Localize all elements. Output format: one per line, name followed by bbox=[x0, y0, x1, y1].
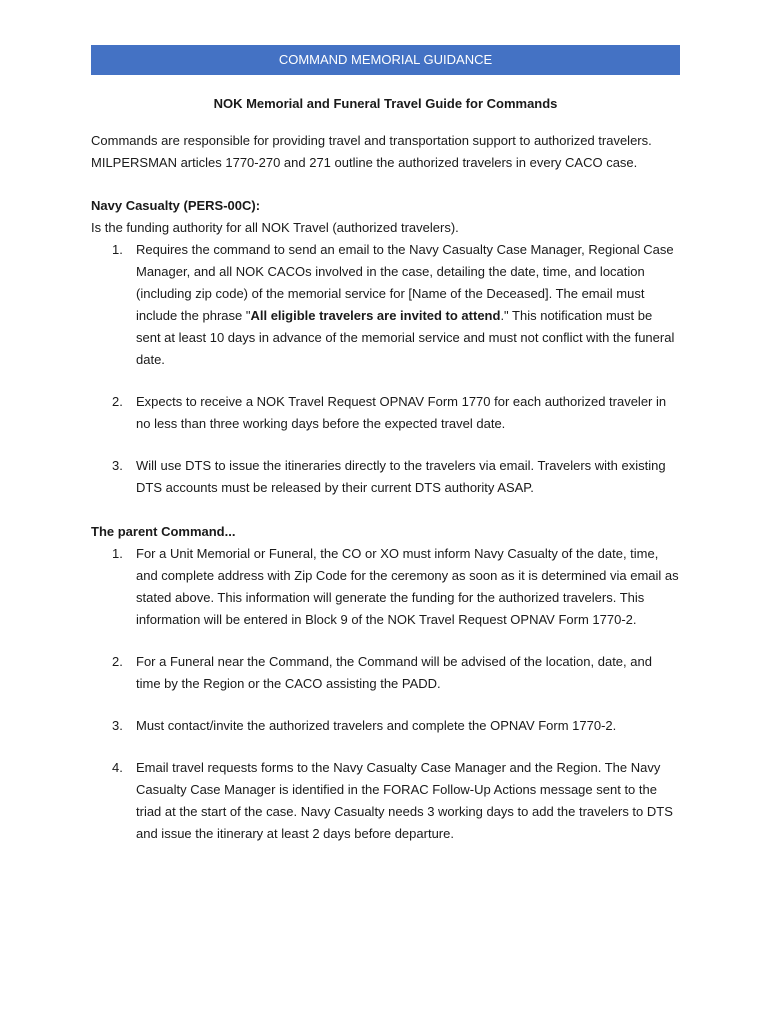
document-title: NOK Memorial and Funeral Travel Guide for Commands bbox=[213, 96, 558, 111]
list-text: For a Funeral near the Command, the Command will be advised of the location, date, and time by the Region or the CACO assisting the PADD. bbox=[136, 654, 652, 691]
navy-casualty-list bbox=[91, 239, 680, 499]
navy-casualty-subheading: Is the funding authority for all NOK Travel (authorized travelers). bbox=[91, 220, 459, 235]
list-item bbox=[91, 455, 680, 499]
list-number: 4. bbox=[112, 760, 123, 775]
list-number: 2. bbox=[112, 654, 123, 669]
list-text: Must contact/invite the authorized travelers and complete the OPNAV Form 1770-2. bbox=[136, 718, 617, 733]
list-text: Expects to receive a NOK Travel Request OPNAV Form 1770 for each authorized traveler in no less than three working days before the expected travel date. bbox=[136, 394, 667, 431]
header-banner: COMMAND MEMORIAL GUIDANCE bbox=[91, 45, 680, 75]
list-text: ." This notification must be sent at least 10 days in advance of the memorial service and must not conflict with the funeral date. bbox=[136, 308, 675, 367]
document-page bbox=[91, 45, 680, 845]
list-text: Will use DTS to issue the itineraries directly to the travelers via email. Travelers with existing DTS accounts must be released by their current DTS authority ASAP. bbox=[136, 458, 666, 495]
list-item bbox=[91, 391, 680, 435]
list-number: 3. bbox=[112, 718, 123, 733]
list-text: Requires the command to send an email to the Navy Casualty Case Manager, Regional Case Manager, and all NOK CACOs involved in the case, detailing the date, time, and location (including zip code) of the memorial service for [Name of the Deceased]. The email must include the phrase " bbox=[136, 242, 674, 323]
list-text: Email travel requests forms to the Navy Casualty Case Manager and the Region. The Navy Casualty Case Manager is identified in the FORAC Follow-Up Actions message sent to the triad at the start of the case. Navy Casualty needs 3 working days to add the travelers to DTS and issue the itinerary at least 2 days before departure. bbox=[136, 760, 673, 841]
list-number: 2. bbox=[112, 394, 123, 409]
list-item bbox=[91, 651, 680, 695]
list-emphasis: All eligible travelers are invited to attend bbox=[250, 308, 501, 323]
parent-command-list bbox=[91, 543, 680, 845]
list-item bbox=[91, 715, 680, 737]
navy-casualty-heading: Navy Casualty (PERS-00C): bbox=[91, 198, 261, 213]
parent-command-heading: The parent Command... bbox=[91, 524, 236, 539]
list-number: 1. bbox=[112, 242, 123, 257]
list-text: For a Unit Memorial or Funeral, the CO or XO must inform Navy Casualty of the date, time, and complete address with Zip Code for the ceremony as soon as it is determined via email as stated above. This information will generate the funding for the authorized travelers. This information will be entered in Block 9 of the NOK Travel Request OPNAV Form 1770-2. bbox=[136, 546, 679, 627]
list-number: 1. bbox=[112, 546, 123, 561]
list-item bbox=[91, 239, 680, 371]
intro-paragraph: Commands are responsible for providing travel and transportation support to authorized travelers. MILPERSMAN articles 1770-270 and 271 outline the authorized travelers in every CACO case. bbox=[91, 133, 652, 170]
list-item bbox=[91, 757, 680, 845]
list-number: 3. bbox=[112, 458, 123, 473]
list-item bbox=[91, 543, 680, 631]
